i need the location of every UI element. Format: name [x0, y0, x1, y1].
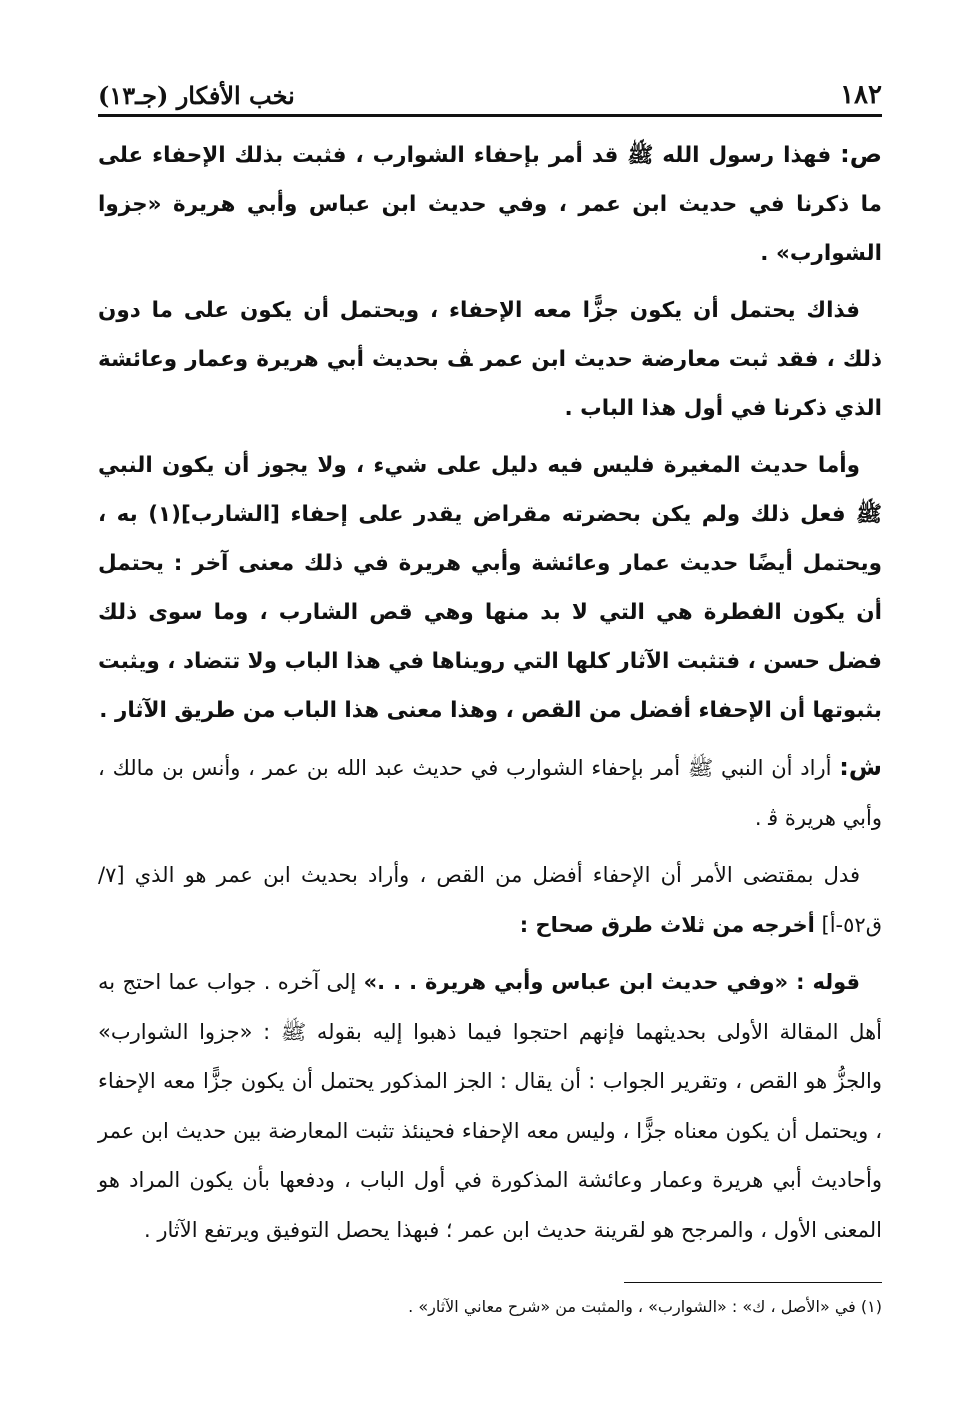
footnote: (١) في «الأصل ، ك» : «الشوارب» ، والمثبت من «شرح معاني الآثار» .	[408, 1297, 882, 1316]
paragraph-4	[98, 743, 882, 843]
section-marker-shin: ش:	[839, 753, 882, 781]
paragraph-6-lead: قوله : «وفي حديث ابن عباس وأبي هريرة . . .»	[363, 970, 861, 994]
paragraph-1-text: فهذا رسول الله ﷺ قد أمر بإحفاء الشوارب ، فثبت بذلك الإحفاء على ما ذكرنا في حديث ابن عمر ، وفي حديث ابن عباس وأبي هريرة «جزوا الشوارب» .	[98, 143, 882, 266]
paragraph-6	[98, 958, 882, 1255]
paragraph-2-text: فذاك يحتمل أن يكون جزًّا معه الإحفاء ، ويحتمل أن يكون على ما دون ذلك ، فقد ثبت معارضة حديث ابن عمر ﭫ بحديث أبي هريرة وعمار وعائشة الذي ذكرنا في أول هذا الباب .	[98, 298, 882, 421]
paragraph-3	[98, 441, 882, 735]
paragraph-3-text: وأما حديث المغيرة فليس فيه دليل على شيء ، ولا يجوز أن يكون النبي ﷺ فعل ذلك ولم يكن بحضرته مقراض يقدر على إحفاء [الشارب](١) به ، ويحتمل أيضًا حديث عمار وعائشة وأبي هريرة في ذلك معنى آخر : يحتمل أن يكون الفطرة هي التي لا بد منها وهي قص الشارب ، وما سوى ذلك فضل حسن ، فتثبت الآثار كلها التي رويناها في هذا الباب ولا تتضاد ، ويثبت بثبوتها أن الإحفاء أفضل من القص ، وهذا معنى هذا الباب من طريق الآثار .	[98, 453, 882, 723]
paragraph-1	[98, 130, 882, 278]
paragraph-5-text: فدل بمقتضى الأمر أن الإحفاء أفضل من القص ، وأراد بحديث ابن عمر هو الذي [٧/ ق٥٢-أ]	[98, 863, 882, 937]
book-title: نخب الأفكار (جـ١٣)	[98, 81, 295, 110]
main-text	[98, 130, 882, 1263]
paragraph-4-text: أراد أن النبي ﷺ أمر بإحفاء الشوارب في حديث عبد الله بن عمر ، وأنس بن مالك ، وأبي هريرة ﭬ .	[98, 756, 882, 830]
page-header	[98, 66, 882, 110]
header-divider	[98, 114, 882, 117]
page-number: ١٨٢	[840, 80, 882, 110]
paragraph-5	[98, 851, 882, 950]
paragraph-5-bold-text: أخرجه من ثلاث طرق صحاح :	[519, 912, 815, 937]
paragraph-2	[98, 286, 882, 433]
section-marker-sad: ص:	[840, 140, 882, 168]
paragraph-6-text: إلى آخره . جواب عما احتج به أهل المقالة الأولى بحديثهما فإنهم احتجوا فيما ذهبوا إليه بقوله ﷺ : «جزوا الشوارب» والجزُّ هو القص ، وتقرير الجواب : أن يقال : الجز المذكور يحتمل أن يكون جزًّا معه الإحفاء ، ويحتمل أن يكون معناه جزًّا ، وليس معه الإحفاء فحينئذ تثبت المعارضة بين حديث ابن عمر وأحاديث أبي هريرة وعمار وعائشة المذكورة في أول الباب ، ودفعها بأن يكون المراد هو المعنى الأول ، والمرجح هو لقرينة حديث ابن عمر ؛ فبهذا يحصل التوفيق ويرتفع الآثار .	[98, 970, 882, 1242]
footnote-divider	[624, 1282, 882, 1283]
